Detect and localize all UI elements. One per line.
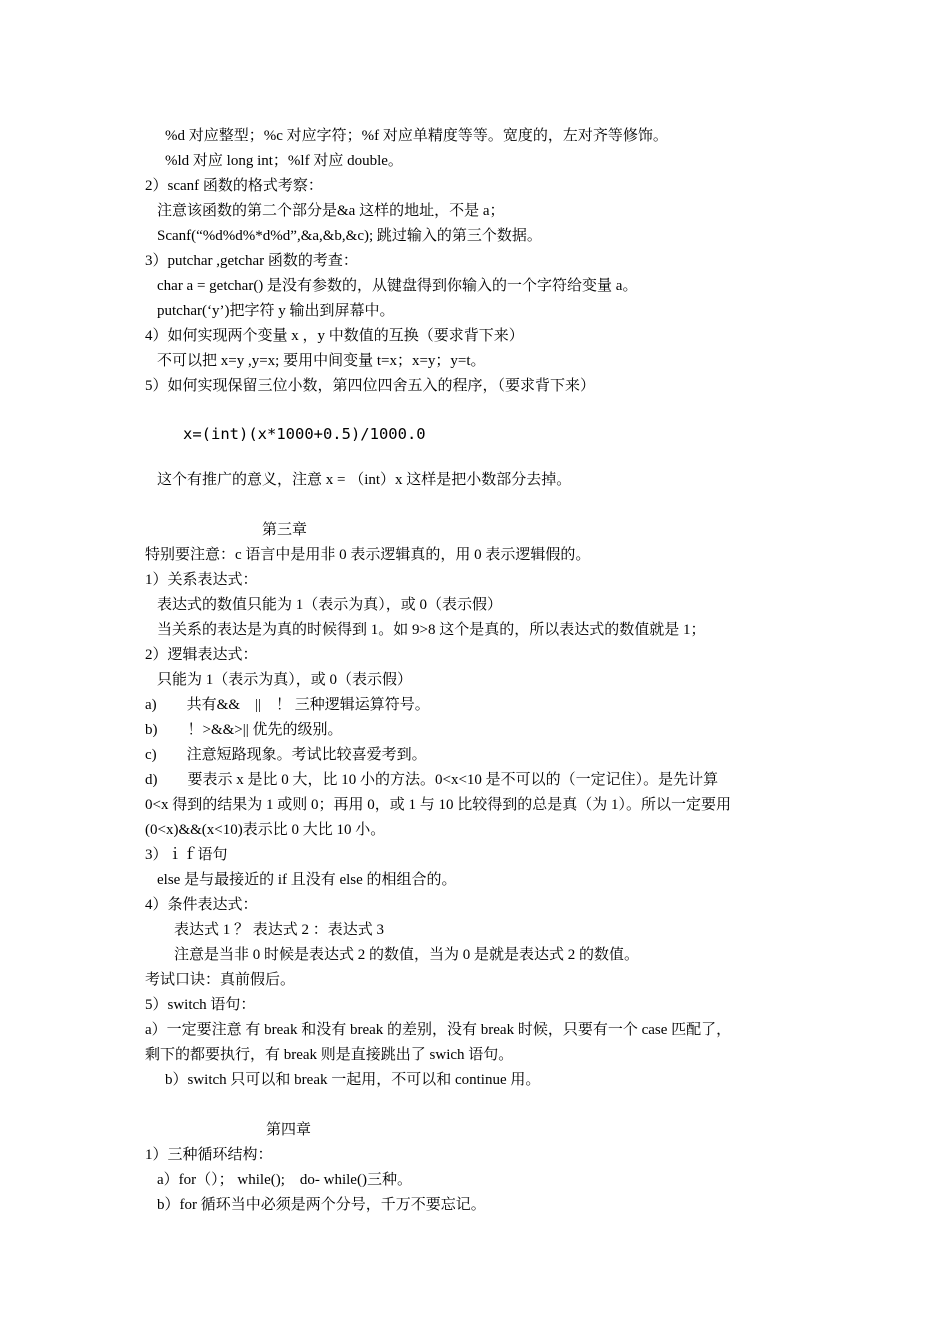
chapter-title: 第三章: [262, 522, 308, 538]
chapter-title: 第四章: [266, 1122, 312, 1138]
list-item: b) ！>&&>|| 优先的级别。: [145, 722, 343, 738]
list-heading: 4）条件表达式：: [145, 897, 258, 913]
list-heading: 5）如何实现保留三位小数，第四位四舍五入的程序，（要求背下来）: [145, 378, 596, 394]
text-line: putchar(‘y’)把字符 y 输出到屏幕中。: [157, 303, 395, 319]
text-line: 表达式的数值只能为 1（表示为真），或 0（表示假）: [157, 597, 503, 613]
list-item: d) 要表示 x 是比 0 大，比 10 小的方法。0<x<10 是不可以的（一定记住）。是先计算: [145, 772, 719, 788]
text-line: 剩下的都要执行，有 break 则是直接跳出了 swich 语句。: [145, 1047, 514, 1063]
text-line: Scanf(“%d%d%*d%d”,&a,&b,&c); 跳过输入的第三个数据。: [157, 228, 542, 244]
code-line: x=(int)(x*1000+0.5)/1000.0: [183, 425, 426, 443]
list-heading: 2）逻辑表达式：: [145, 647, 258, 663]
text-line: 考试口诀：真前假后。: [145, 972, 296, 988]
text-line: 特别要注意：c 语言中是用非 0 表示逻辑真的，用 0 表示逻辑假的。: [145, 547, 591, 563]
text-line: (0<x)&&(x<10)表示比 0 大比 10 小。: [145, 822, 386, 838]
list-heading: 4）如何实现两个变量 x ，y 中数值的互换（要求背下来）: [145, 328, 524, 344]
text-line: 只能为 1（表示为真），或 0（表示假）: [157, 672, 413, 688]
text-line: %ld 对应 long int；%lf 对应 double。: [165, 153, 403, 169]
text-line: 0<x 得到的结果为 1 或则 0；再用 0，或 1 与 10 比较得到的总是真（为 1）。所以一定要用: [145, 797, 731, 813]
text-line: 注意该函数的第二个部分是&a 这样的地址，不是 a；: [157, 203, 505, 219]
list-item: a) 共有&& || ！ 三种逻辑运算符号。: [145, 697, 430, 713]
text-line: 表达式 1 ？ 表达式 2 ：表达式 3: [174, 922, 385, 938]
text-line: 当关系的表达是为真的时候得到 1。如 9>8 这个是真的，所以表达式的数值就是 1；: [157, 622, 706, 638]
list-heading: 1）关系表达式：: [145, 572, 258, 588]
text-line: 这个有推广的意义，注意 x = （int）x 这样是把小数部分去掉。: [157, 472, 572, 488]
list-item: c) 注意短路现象。考试比较喜爱考到。: [145, 747, 427, 763]
list-heading: 5）switch 语句：: [145, 997, 256, 1013]
text-line: else 是与最接近的 if 且没有 else 的相组合的。: [157, 872, 457, 888]
text-line: char a = getchar() 是没有参数的，从键盘得到你输入的一个字符给变量 a。: [157, 278, 638, 294]
text-line: %d 对应整型；%c 对应字符；%f 对应单精度等等。宽度的，左对齐等修饰。: [165, 128, 668, 144]
text-line: b）for 循环当中必须是两个分号，千万不要忘记。: [157, 1197, 486, 1213]
text-line: 注意是当非 0 时候是表达式 2 的数值，当为 0 是就是表达式 2 的数值。: [174, 947, 640, 963]
list-heading: 3）ｉｆ语句: [145, 847, 228, 863]
text-line: a）一定要注意 有 break 和没有 break 的差别，没有 break 时候，只要有一个 case 匹配了，: [145, 1022, 732, 1038]
text-line: a）for（）； while(); do- while()三种。: [157, 1172, 412, 1188]
text-line: 不可以把 x=y ,y=x; 要用中间变量 t=x；x=y；y=t。: [157, 353, 486, 369]
list-heading: 3）putchar ,getchar 函数的考查：: [145, 253, 358, 269]
list-heading: 1）三种循环结构：: [145, 1147, 273, 1163]
list-heading: 2）scanf 函数的格式考察：: [145, 178, 323, 194]
text-line: b）switch 只可以和 break 一起用，不可以和 continue 用。: [165, 1072, 541, 1088]
